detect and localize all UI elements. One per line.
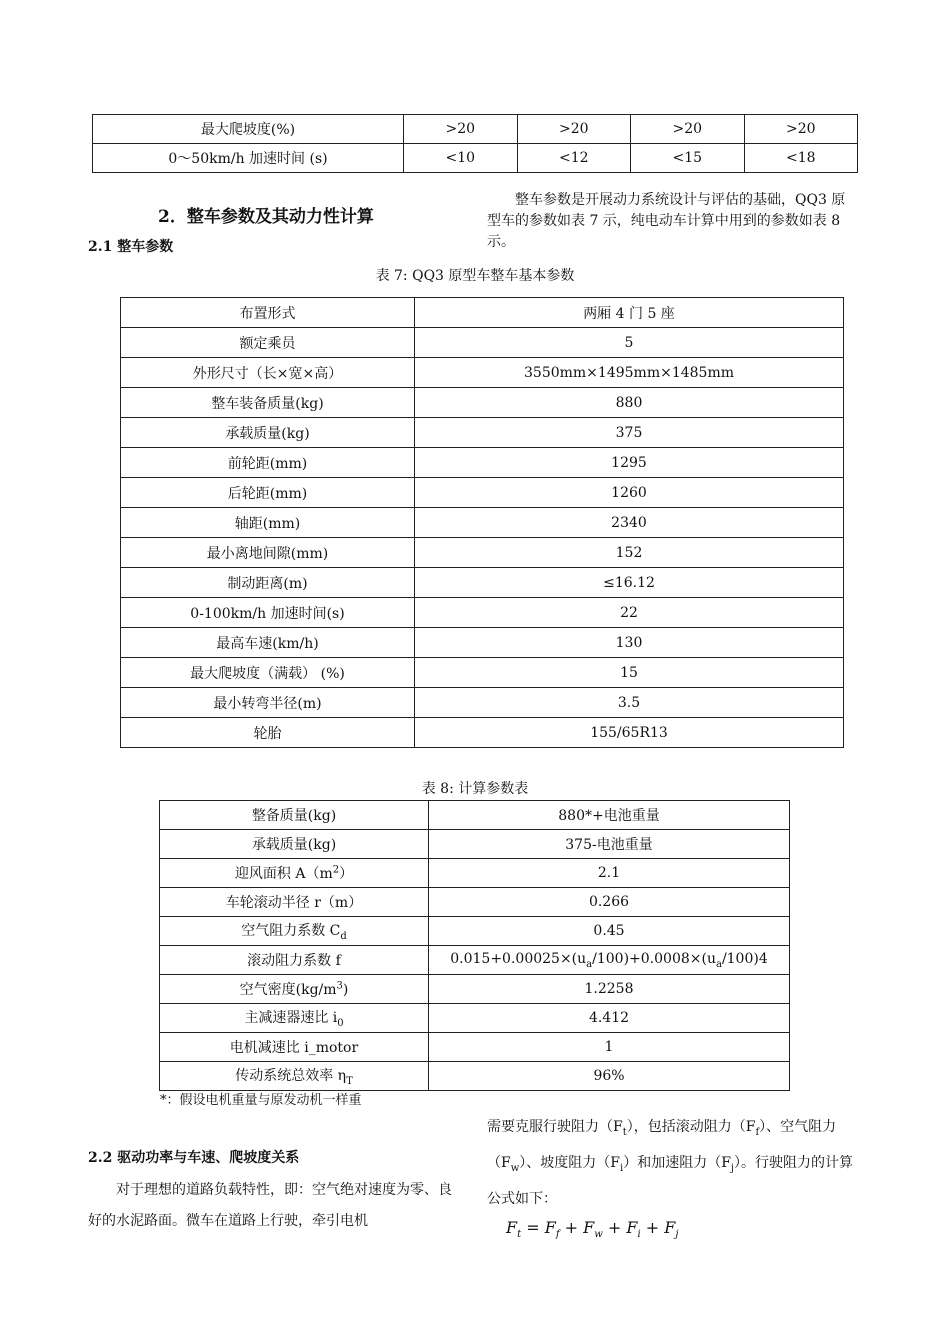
param-label: 迎风面积 $A(m^2)$ [160,859,429,888]
param-value: 5 [415,328,844,358]
table-row [160,801,790,830]
table-row [121,328,844,358]
param-value: 3.5 [415,688,844,718]
subscript: j [730,1162,735,1174]
param-label: 0-100km/h 加速时间(s) [121,598,415,628]
param-value: 880*+电池重量 [429,801,790,830]
param-label: 最高车速(km/h) [121,628,415,658]
param-value: 130 [415,628,844,658]
param-value: 0.45 [429,917,790,946]
param-value: 155/65R13 [415,718,844,748]
param-label: 轴距(mm) [121,508,415,538]
param-value: 1260 [415,478,844,508]
param-value: $0.015+0.00025\times(u_a/100)+0.0008\times(u_a/100)4$ [429,946,790,975]
table-cell: >20 [404,115,518,144]
table-row [160,1062,790,1091]
table7-caption: 表 7: QQ3 原型车整车基本参数 [375,268,575,284]
param-value: 375-电池重量 [429,830,790,859]
param-label: 承载质量(kg) [160,830,429,859]
param-value: 2.1 [429,859,790,888]
subscript: f [755,1126,760,1138]
table-row [121,568,844,598]
param-value: 3550mm×1495mm×1485mm [415,358,844,388]
table-row [121,358,844,388]
table-row [121,688,844,718]
param-label: 传动系统总效率 $\eta_T$ [160,1062,429,1091]
param-label: 滚动阻力系数 f [160,946,429,975]
param-label: 电机减速比 i_motor [160,1033,429,1062]
param-value: ≤16.12 [415,568,844,598]
subscript: 0 [337,1017,344,1029]
intro-paragraph: 整车参数是开展动力系统设计与评估的基础，QQ3 原型车的参数如表 7 示，纯电动车计算中用到的参数如表 8 示。 [487,192,846,250]
subscript: d [340,930,347,942]
table-row [121,388,844,418]
param-value: 22 [415,598,844,628]
table-row [121,628,844,658]
superscript: 3 [336,980,343,992]
subscript: a [586,958,593,970]
vehicle-params-table [120,297,844,748]
subscript: t [622,1126,627,1138]
param-label: 最小转弯半径(m) [121,688,415,718]
subscript: a [715,958,722,970]
param-label: 主减速器速比 $i_0$ [160,1004,429,1033]
table-row [93,115,858,144]
calc-params-table [159,800,790,1091]
param-value: 1.2258 [429,975,790,1004]
param-label: 额定乘员 [121,328,415,358]
param-value: 1295 [415,448,844,478]
table-cell: <12 [517,144,631,173]
table-row [121,448,844,478]
table-cell: >20 [631,115,745,144]
table-cell: >20 [744,115,858,144]
param-value: 152 [415,538,844,568]
table-row [160,888,790,917]
table-row [121,508,844,538]
subscript: w [510,1162,520,1174]
param-label: 布置形式 [121,298,415,328]
param-label: 外形尺寸（长×宽×高） [121,358,415,388]
param-label: 空气密度$(kg/m^3)$ [160,975,429,1004]
table-cell: <10 [404,144,518,173]
body-paragraph-resistance: 需要克服行驶阻力$(F_t)$，包括滚动阻力$(F_f)$、空气阻力$(F_w)$、坡度阻力$(F_i)$和加速阻力$(F_j)$。行驶阻力的计算公式如下： [487,1119,854,1207]
param-value: 1 [429,1033,790,1062]
table-row [121,658,844,688]
table-row [160,917,790,946]
table-row [121,598,844,628]
param-label: 最小离地间隙(mm) [121,538,415,568]
param-value: 15 [415,658,844,688]
table8-caption: 表 8: 计算参数表 [421,781,529,797]
param-value: 375 [415,418,844,448]
performance-table [92,114,858,173]
param-value: 0.266 [429,888,790,917]
param-label: 后轮距(mm) [121,478,415,508]
param-label: 空气阻力系数 $C_d$ [160,917,429,946]
subscript: f [555,1229,560,1241]
subsection-title: 2.2 驱动功率与车速、爬坡度关系 [88,1150,300,1166]
param-value: 2340 [415,508,844,538]
param-value: 4.412 [429,1004,790,1033]
param-label: 整备质量(kg) [160,801,429,830]
subsection-title: 2.1 整车参数 [88,239,174,255]
body-paragraph: 对于理想的道路负载特性，即：空气绝对速度为零、良好的水泥路面。微车在道路上行驶，牵引电机 [88,1182,452,1229]
subscript: i [637,1229,641,1241]
table-cell: >20 [517,115,631,144]
section-title: 2．整车参数及其动力性计算 [158,207,374,227]
resistance-formula: $F_t = F_f + F_w + F_i + F_j$ [506,1218,679,1241]
table-row [160,859,790,888]
table-row [160,1004,790,1033]
table-row [121,298,844,328]
table-row [121,718,844,748]
param-value: 880 [415,388,844,418]
footnote: *：假设电机重量与原发动机一样重 [160,1093,362,1108]
param-label: 车轮滚动半径 r（m） [160,888,429,917]
table-row [121,538,844,568]
table-row [160,946,790,975]
param-label: 轮胎 [121,718,415,748]
table-row [93,144,858,173]
subscript: i [620,1162,624,1174]
table-cell: 0～50km/h 加速时间 (s) [93,144,404,173]
subscript: T [346,1075,353,1087]
param-label: 整车装备质量(kg) [121,388,415,418]
table-row [160,1033,790,1062]
superscript: 2 [332,864,340,876]
param-label: 制动距离(m) [121,568,415,598]
subscript: j [675,1229,679,1241]
param-label: 前轮距(mm) [121,448,415,478]
table-cell: <18 [744,144,858,173]
table-cell: <15 [631,144,745,173]
param-label: 承载质量(kg) [121,418,415,448]
subscript: w [594,1229,603,1241]
param-value: 96% [429,1062,790,1091]
table-cell: 最大爬坡度(%) [93,115,404,144]
param-label: 最大爬坡度（满载） (%) [121,658,415,688]
table-row [121,418,844,448]
table-row [160,975,790,1004]
param-value: 两厢 4 门 5 座 [415,298,844,328]
table-row [121,478,844,508]
table-row [160,830,790,859]
subscript: t [517,1229,522,1241]
